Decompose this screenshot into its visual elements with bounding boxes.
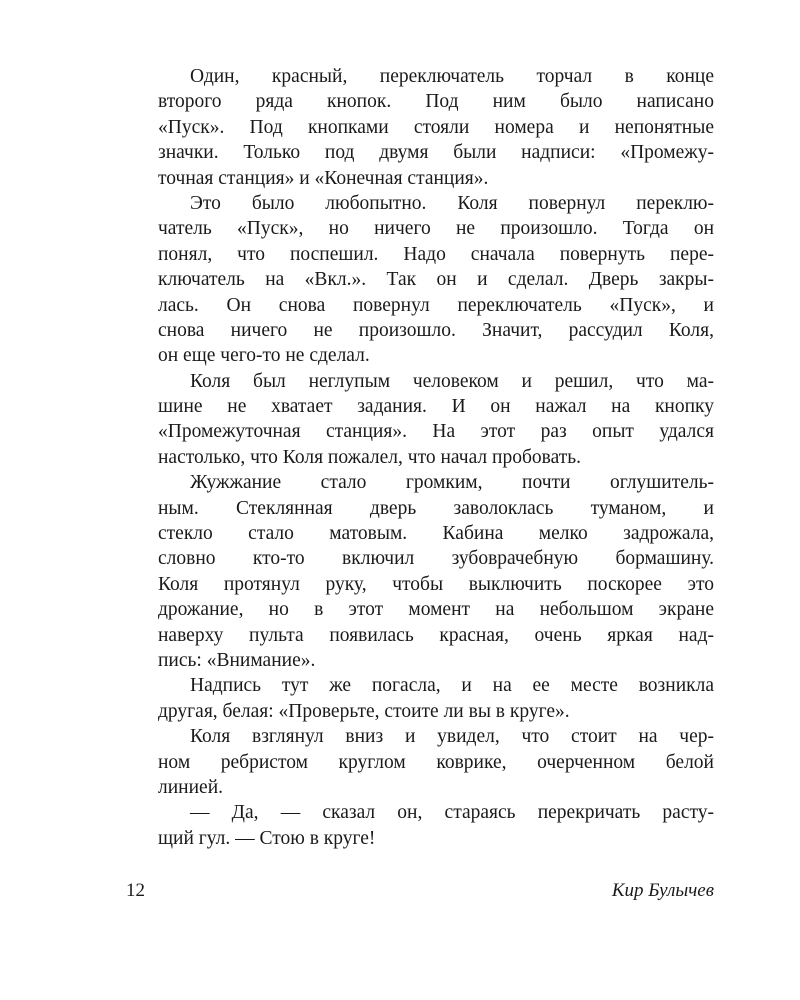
text-line: «Пуск». Под кнопками стояли номера и непонятные — [158, 116, 714, 138]
text-line: он еще чего-то не сделал. — [158, 345, 370, 367]
paragraph-4 — [126, 470, 714, 673]
text-line: стекло стало матовым. Кабина мелко задрожала, — [158, 523, 714, 545]
text-line: Один, красный, переключатель торчал в конце — [190, 66, 714, 87]
text-line: ном ребристом круглом коврике, очерченном белой — [158, 751, 714, 773]
text-line: Надпись тут же погасла, и на ее месте возникла — [190, 675, 714, 697]
text-line: чатель «Пуск», но ничего не произошло. Тогда он — [158, 218, 714, 240]
text-line: снова ничего не произошло. Значит, рассудил Коля, — [158, 319, 714, 341]
paragraph-6 — [126, 724, 714, 800]
text-line: другая, белая: «Проверьте, стоите ли вы в круге». — [158, 700, 570, 722]
page-number: 12 — [126, 880, 145, 901]
page-body — [126, 64, 714, 851]
text-line: ключатель на «Вкл.». Так он и сделал. Дверь закры- — [158, 269, 714, 291]
text-line: Коля взглянул вниз и увидел, что стоит на чер- — [190, 726, 714, 748]
page-footer — [126, 880, 714, 906]
text-line: второго ряда кнопок. Под ним было написано — [158, 91, 714, 113]
text-line: наверху пульта появилась красная, очень яркая над- — [158, 624, 714, 646]
text-line: дрожание, но в этот момент на небольшом экране — [158, 599, 714, 621]
text-line: значки. Только под двумя были надписи: «Промежу- — [158, 142, 714, 164]
paragraph-1 — [126, 64, 714, 191]
text-line: линией. — [158, 776, 224, 798]
text-line: Коля протянул руку, чтобы выключить поскорее это — [158, 573, 714, 595]
running-author: Кир Булычев — [611, 880, 714, 901]
text-line: шине не хватает задания. И он нажал на кнопку — [158, 396, 714, 418]
text-line: лась. Он снова повернул переключатель «Пуск», и — [158, 294, 714, 316]
text-line: ным. Стеклянная дверь заволоклась туманом, и — [158, 497, 714, 519]
text-line: Коля был неглупым человеком и решил, что ма- — [190, 370, 714, 392]
text-line: щий гул. — Стою в круге! — [158, 827, 376, 849]
text-line: настолько, что Коля пожалел, что начал пробовать. — [158, 446, 582, 468]
paragraph-3 — [126, 369, 714, 471]
text-line: — Да, — сказал он, стараясь перекричать расту- — [190, 802, 714, 824]
text-line: понял, что поспешил. Надо сначала повернуть пере- — [158, 243, 714, 265]
paragraph-7 — [126, 800, 714, 851]
text-line: «Промежуточная станция». На этот раз опыт удался — [158, 421, 714, 443]
text-line: Это было любопытно. Коля повернул переклю- — [190, 192, 714, 214]
paragraph-2 — [126, 191, 714, 369]
text-line: словно кто-то включил зубоврачебную бормашину. — [158, 548, 714, 570]
text-line: пись: «Внимание». — [158, 649, 316, 671]
text-line: точная станция» и «Конечная станция». — [158, 167, 489, 189]
paragraph-5 — [126, 673, 714, 724]
text-line: Жужжание стало громким, почти оглушитель- — [190, 472, 714, 494]
